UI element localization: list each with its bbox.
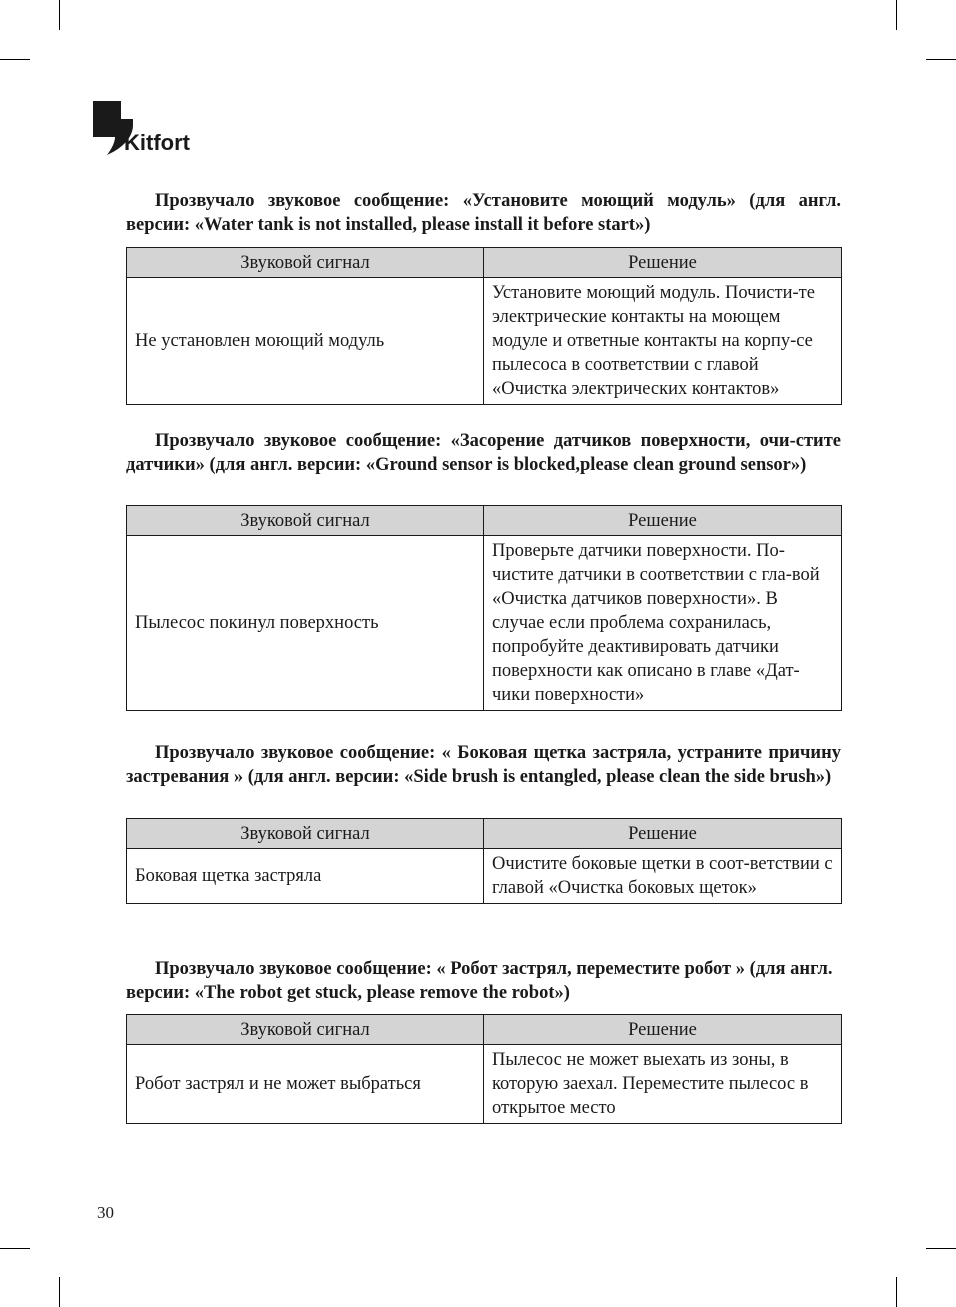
- column-header-signal: Звуковой сигнал: [127, 248, 484, 278]
- section-heading: Прозвучало звуковое сообщение: «Установите моющий модуль» (для англ. версии: «Water tank is not installed, please install it before start»): [126, 191, 841, 235]
- crop-mark: [0, 1248, 30, 1249]
- signal-cell: Робот застрял и не может выбраться: [127, 1045, 484, 1124]
- troubleshooting-table-4: [126, 1014, 842, 1124]
- crop-mark: [926, 1248, 956, 1249]
- signal-cell: Не установлен моющий модуль: [127, 278, 484, 405]
- section-heading: Прозвучало звуковое сообщение: «Засорение датчиков поверхности, очи-стите датчики» (для англ. версии: «Ground sensor is blocked,please clean ground sensor»): [126, 431, 841, 475]
- column-header-solution: Решение: [484, 1015, 842, 1045]
- table-row: [127, 278, 842, 405]
- solution-cell: Проверьте датчики поверхности. По-чистите датчики в соответствии с гла-вой «Очистка датчиков поверхности». В случае если проблема сохранилась, попробуйте деактивировать датчики поверхности как описано в главе «Дат-чики поверхности»: [484, 536, 842, 711]
- crop-mark: [926, 59, 956, 60]
- page-number: 30: [97, 1203, 114, 1222]
- section-heading-3: [126, 741, 841, 789]
- troubleshooting-table-1: [126, 247, 842, 405]
- column-header-solution: Решение: [484, 248, 842, 278]
- brand-name: Kitfort: [124, 130, 190, 155]
- table-row: [127, 1045, 842, 1124]
- solution-cell: Очистите боковые щетки в соот-ветствии с главой «Очистка боковых щеток»: [484, 849, 842, 904]
- section-heading: Прозвучало звуковое сообщение: « Боковая щетка застряла, устраните причину застревания » (для англ. версии: «Side brush is entangled, please clean the side brush»): [126, 743, 841, 787]
- troubleshooting-table-3: [126, 818, 842, 904]
- table-header-row: [127, 248, 842, 278]
- table-header-row: [127, 819, 842, 849]
- solution-cell: Пылесос не может выехать из зоны, в которую заехал. Переместите пылесос в открытое место: [484, 1045, 842, 1124]
- signal-cell: Боковая щетка застряла: [127, 849, 484, 904]
- solution-cell: Установите моющий модуль. Почисти-те электрические контакты на моющем модуле и ответные контакты на корпу-се пылесоса в соответствии с главой «Очистка электрических контактов»: [484, 278, 842, 405]
- section-heading: Прозвучало звуковое сообщение: « Робот застрял, переместите робот » (для англ. версии: «The robot get stuck, please remove the robot»): [126, 959, 833, 1003]
- column-header-solution: Решение: [484, 819, 842, 849]
- table-header-row: [127, 1015, 842, 1045]
- crop-mark: [59, 1277, 60, 1307]
- section-heading-4: [126, 957, 841, 1005]
- column-header-signal: Звуковой сигнал: [127, 1015, 484, 1045]
- table-header-row: [127, 506, 842, 536]
- signal-cell: Пылесос покинул поверхность: [127, 536, 484, 711]
- troubleshooting-table-2: [126, 505, 842, 711]
- column-header-signal: Звуковой сигнал: [127, 506, 484, 536]
- column-header-solution: Решение: [484, 506, 842, 536]
- crop-mark: [896, 0, 897, 30]
- table-row: [127, 536, 842, 711]
- crop-mark: [896, 1277, 897, 1307]
- crop-mark: [0, 59, 30, 60]
- section-heading-1: [126, 189, 841, 237]
- column-header-signal: Звуковой сигнал: [127, 819, 484, 849]
- section-heading-2: [126, 429, 841, 477]
- table-row: [127, 849, 842, 904]
- brand-logo: [93, 101, 203, 157]
- crop-mark: [59, 0, 60, 30]
